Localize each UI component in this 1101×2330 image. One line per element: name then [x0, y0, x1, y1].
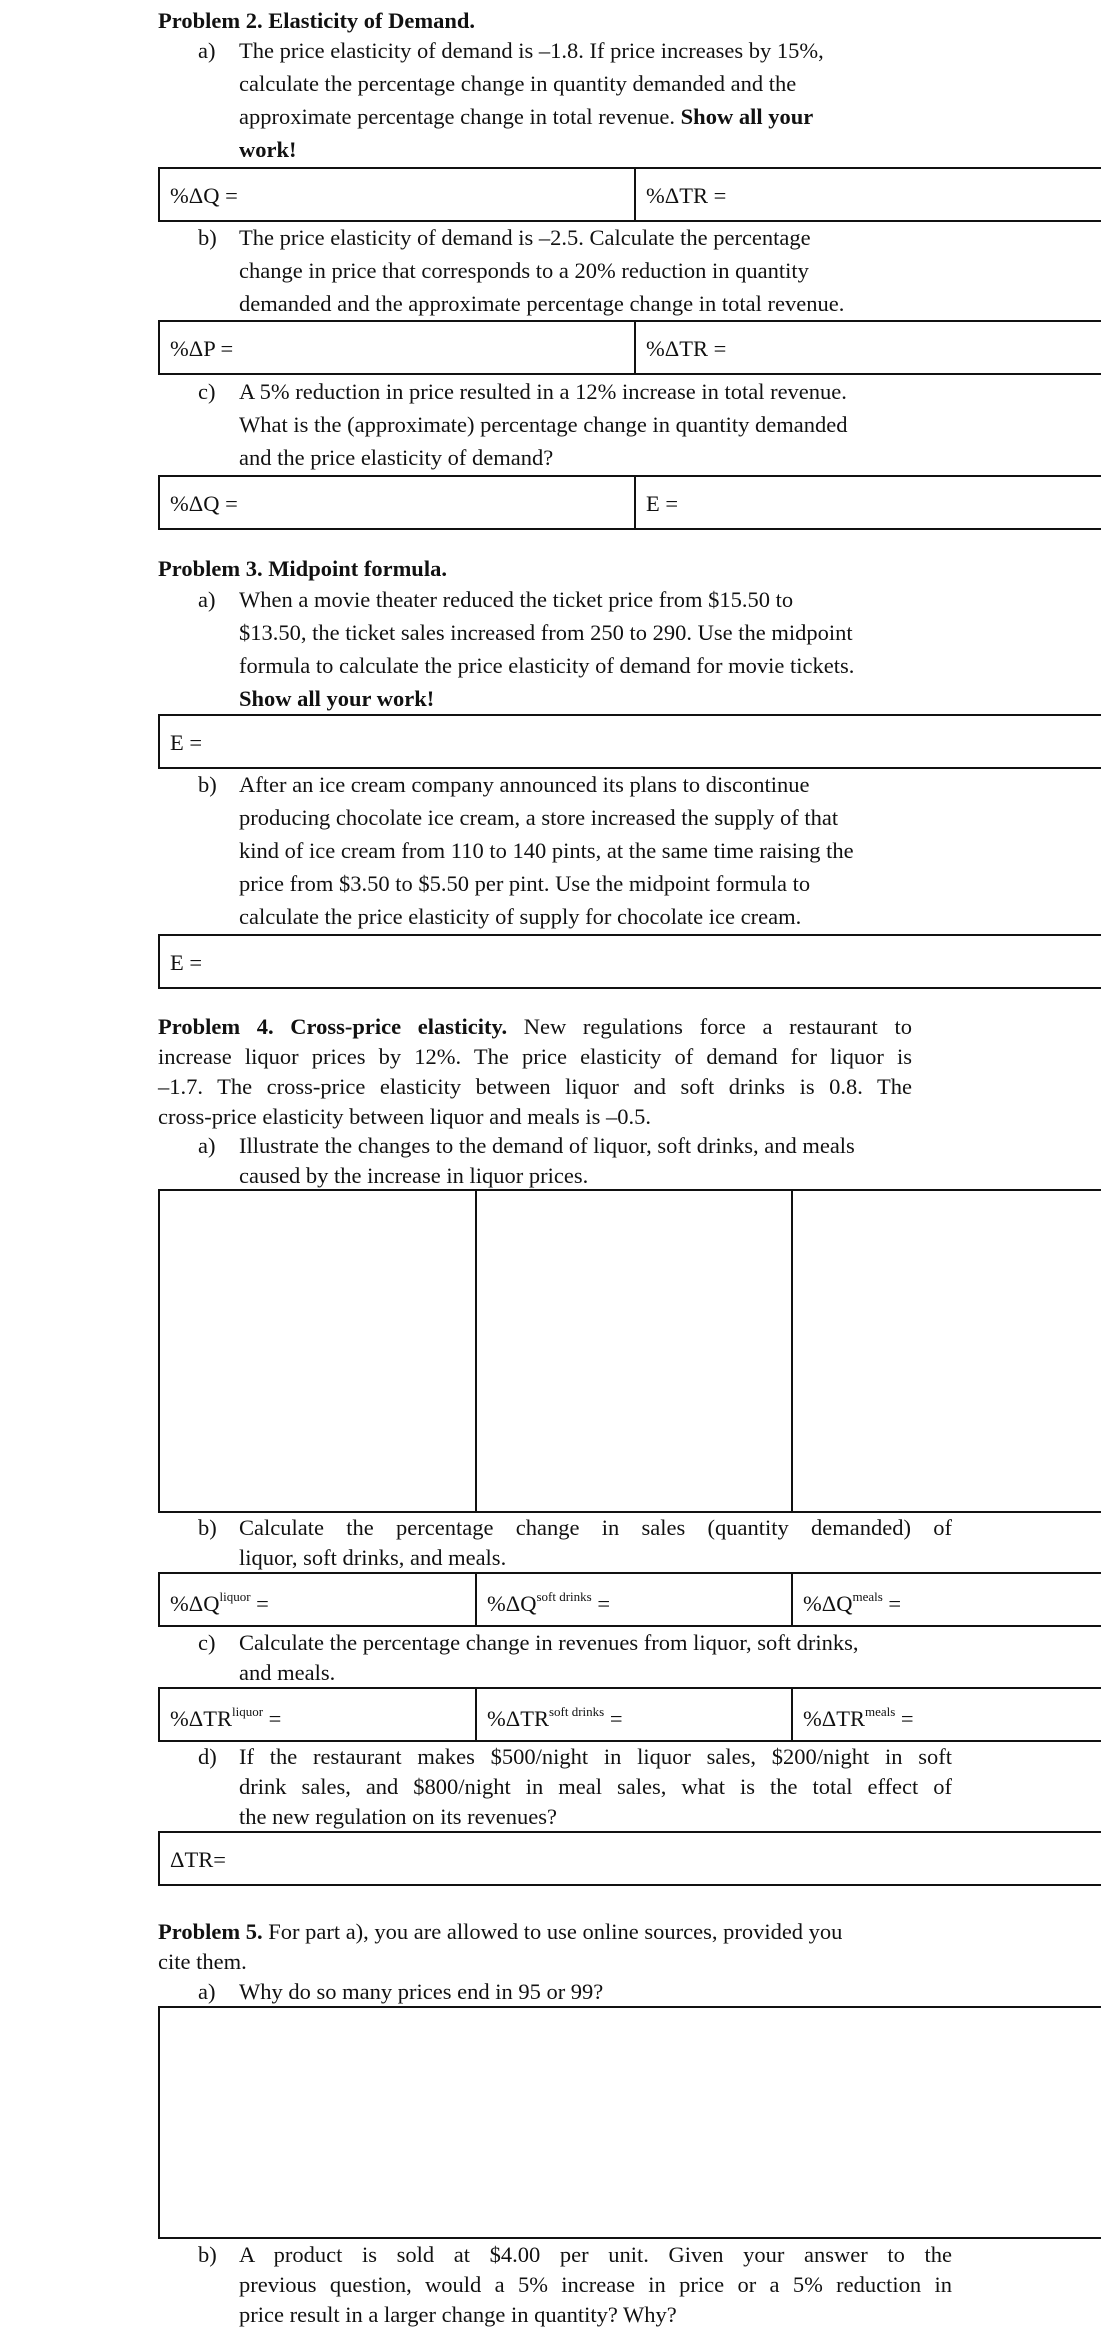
- intro-line: –1.7. The cross-price elasticity between liquor and soft drinks is 0.8. The: [158, 1074, 912, 1099]
- question-line: When a movie theater reduced the ticket price from $15.50 to: [239, 587, 794, 612]
- answer-cell-elasticity: E =: [646, 491, 679, 516]
- answer-cell-tr-soft-drinks: $\%\Delta TR^{soft drinks}$ =: [487, 1704, 623, 1731]
- answer-box-5a[interactable]: [158, 2006, 1101, 2239]
- question-line: formula to calculate the price elasticity of demand for movie tickets.: [239, 653, 855, 678]
- question-line: Illustrate the changes to the demand of liquor, soft drinks, and meals: [239, 1133, 855, 1158]
- question-line: approximate percentage change in total revenue.: [239, 104, 676, 129]
- problem-2-heading: Problem 2. Elasticity of Demand.: [158, 8, 476, 33]
- item-label: b): [198, 2242, 217, 2267]
- answer-box-4d[interactable]: [158, 1831, 1101, 1886]
- answer-box-4c[interactable]: [158, 1687, 1101, 1742]
- question-line: A product is sold at $4.00 per unit. Given your answer to the: [239, 2242, 952, 2267]
- question-line: calculate the price elasticity of supply for chocolate ice cream.: [239, 904, 802, 929]
- answer-cell-delta-q: %ΔQ =: [170, 491, 238, 516]
- answer-cell-elasticity: E =: [170, 950, 203, 975]
- intro-line: increase liquor prices by 12%. The price elasticity of demand for liquor is: [158, 1044, 912, 1069]
- question-line: liquor, soft drinks, and meals.: [239, 1545, 507, 1570]
- question-line: $13.50, the ticket sales increased from 250 to 290. Use the midpoint: [239, 620, 853, 645]
- item-label: c): [198, 379, 216, 404]
- question-line: producing chocolate ice cream, a store increased the supply of that: [239, 805, 839, 830]
- graph-box-4a[interactable]: [158, 1189, 1101, 1513]
- answer-cell-tr-liquor: $\%\Delta TR^{liquor}$ =: [170, 1704, 282, 1731]
- answer-cell-total-delta-tr: ΔTR=: [170, 1847, 226, 1872]
- question-line: A 5% reduction in price resulted in a 12% increase in total revenue.: [239, 379, 847, 404]
- question-line: After an ice cream company announced its plans to discontinue: [239, 772, 810, 797]
- instruction-bold: work!: [239, 137, 297, 162]
- item-label: a): [198, 38, 216, 63]
- question-line: Calculate the percentage change in sales (quantity demanded) of: [239, 1515, 952, 1540]
- instruction-bold: Show all your: [680, 104, 814, 129]
- graph-panel-divider: [791, 1191, 793, 1511]
- question-line: and meals.: [239, 1660, 336, 1685]
- item-label: a): [198, 587, 216, 612]
- item-label: d): [198, 1744, 217, 1769]
- answer-cell-elasticity: E =: [170, 730, 203, 755]
- intro-line: New regulations force a restaurant to: [507, 1014, 912, 1039]
- answer-cell-delta-tr: %ΔTR =: [646, 183, 727, 208]
- answer-cell-q-liquor: $\%\Delta Q^{liquor}$ =: [170, 1589, 269, 1616]
- answer-box-3a[interactable]: [158, 714, 1101, 769]
- question-line: price from $3.50 to $5.50 per pint. Use the midpoint formula to: [239, 871, 811, 896]
- graph-panel-divider: [475, 1191, 477, 1511]
- question-line: drink sales, and $800/night in meal sales, what is the total effect of: [239, 1774, 952, 1799]
- question-line: the new regulation on its revenues?: [239, 1804, 558, 1829]
- intro-line: cross-price elasticity between liquor and meals is –0.5.: [158, 1104, 651, 1129]
- problem-3-heading: Problem 3. Midpoint formula.: [158, 556, 447, 581]
- question-line: calculate the percentage change in quantity demanded and the: [239, 71, 797, 96]
- answer-box-3b[interactable]: [158, 934, 1101, 989]
- problem-5-intro: [158, 1917, 912, 1977]
- item-label: b): [198, 1515, 217, 1540]
- intro-line: cite them.: [158, 1949, 247, 1974]
- question-line: The price elasticity of demand is –1.8. If price increases by 15%,: [239, 38, 824, 63]
- item-label: b): [198, 772, 217, 797]
- question-line: Why do so many prices end in 95 or 99?: [239, 1979, 604, 2004]
- question-line: and the price elasticity of demand?: [239, 445, 554, 470]
- question-line: Calculate the percentage change in revenues from liquor, soft drinks,: [239, 1630, 859, 1655]
- problem-4-intro: [158, 1012, 912, 1132]
- answer-box-2b[interactable]: [158, 320, 1101, 375]
- answer-box-2c[interactable]: [158, 475, 1101, 530]
- question-line: change in price that corresponds to a 20% reduction in quantity: [239, 258, 809, 283]
- problem-4-heading: Problem 4. Cross-price elasticity.: [158, 1014, 508, 1039]
- question-line: demanded and the approximate percentage change in total revenue.: [239, 291, 845, 316]
- question-line: price result in a larger change in quantity? Why?: [239, 2302, 677, 2327]
- answer-cell-q-soft-drinks: $\%\Delta Q^{soft drinks}$ =: [487, 1589, 611, 1616]
- item-label: a): [198, 1979, 216, 2004]
- question-line: The price elasticity of demand is –2.5. Calculate the percentage: [239, 225, 811, 250]
- question-line: kind of ice cream from 110 to 140 pints, at the same time raising the: [239, 838, 854, 863]
- item-label: b): [198, 225, 217, 250]
- intro-line: For part a), you are allowed to use online sources, provided you: [262, 1919, 843, 1944]
- question-line: previous question, would a 5% increase in price or a 5% reduction in: [239, 2272, 952, 2297]
- answer-box-4b[interactable]: [158, 1572, 1101, 1627]
- answer-cell-delta-q: %ΔQ =: [170, 183, 238, 208]
- answer-cell-delta-p: %ΔP =: [170, 336, 234, 361]
- answer-cell-tr-meals: $\%\Delta TR^{meals}$ =: [803, 1704, 914, 1731]
- problem-5-heading: Problem 5.: [158, 1919, 263, 1944]
- question-line: caused by the increase in liquor prices.: [239, 1163, 589, 1188]
- item-label: c): [198, 1630, 216, 1655]
- item-label: a): [198, 1133, 216, 1158]
- instruction-bold: Show all your work!: [239, 686, 435, 711]
- answer-box-2a[interactable]: [158, 167, 1101, 222]
- question-line: If the restaurant makes $500/night in liquor sales, $200/night in soft: [239, 1744, 952, 1769]
- answer-cell-q-meals: $\%\Delta Q^{meals}$ =: [803, 1589, 902, 1616]
- answer-cell-delta-tr: %ΔTR =: [646, 336, 727, 361]
- question-line: What is the (approximate) percentage change in quantity demanded: [239, 412, 848, 437]
